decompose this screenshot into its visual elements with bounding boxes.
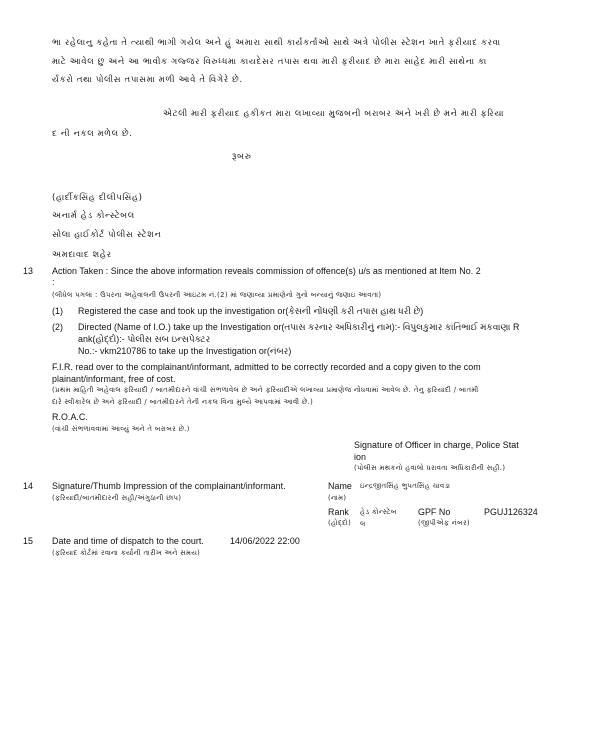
directed-io-rank: ank(હોદ્દો):- પોલીસ સબ ઇન્સપેક્ટર [78, 334, 211, 344]
roac-text: R.O.A.C. [52, 412, 88, 422]
officer-city: અમદાવાદ શહેર [52, 250, 112, 260]
name-value: ઇન્દ્રજીતસિંહ ભુપતસિંહ ચાવડા [360, 482, 451, 490]
officer-post: અનાર્મ હેડ કોન્સ્ટેબલ [52, 211, 135, 221]
intro-line: માટે આવેલ છુ અને આ ભાવીક ગજ્જર વિરુધ્ધમા કાયદેસર તપાસ થવા મારી ફરીયાદ છે મારા સાહેદ મારી સાથેના કા [52, 57, 487, 67]
officer-station: સોલા હાઈકોર્ટ પોલીસ સ્ટેશન [52, 230, 162, 240]
complainant-signature-label: Signature/Thumb Impression of the complainant/informant. [52, 481, 286, 491]
officer-name: (હાર્દીકસિંહ દીલીપસિંહ) [52, 193, 143, 203]
rank-value: હેડ કોન્સ્ટેબ [360, 508, 397, 516]
fir-guj-text: દારે સ્વીકારેલ છે અને ફરિયાદી / બાતમીદારને તેની નકલ વિના મુલ્યે આપવામાં આવી છે.) [52, 398, 314, 406]
dispatch-guj: (ફરિયાદ કોર્ટમાં રવાના કર્યાની તારીખ અને સમય) [52, 549, 201, 557]
fir-text: F.I.R. read over to the complainant/informant, admitted to be correctly recorded and a copy given to the com [52, 362, 481, 372]
item-number: 15 [23, 536, 33, 546]
rubaru-text: રૂબરુ [232, 152, 252, 162]
roac-guj-text: (વાંચી સંભળાવવામાં આવ્યું અને તે બરાબર છે.) [52, 425, 190, 433]
gpf-label-guj: (જીપીએફ નંબર) [418, 519, 470, 527]
gpf-value: PGUJ126324 [484, 507, 538, 517]
name-label-guj: (નામ) [328, 494, 347, 502]
subitem-number: (1) [52, 306, 63, 316]
action-taken-colon: : [52, 277, 55, 287]
action-taken-guj: (લીધેલ પગલાં : ઉપરના અહેવાલની ઉપરની આઇટમ નં.(2) માં જણાવ્યા પ્રમાણેનો ગુનો બન્યાનું જણાઇ આવતા) [52, 291, 382, 299]
rank-value: લ [360, 520, 366, 528]
intro-line: ર્યકરો તથા પોલીસ તપાસમા મળી આવે તે વિગેરે છે. [52, 75, 243, 85]
directed-io-text: Directed (Name of I.O.) take up the Investigation or(તપાસ કરનાર અધિકારીનું નામ):- વિપુલકુમાર કાંતિભાઈ મકવાણા R [78, 322, 520, 332]
intro-line: એટલી મારી ફરીયાદ હકીકત મારા લખાવ્યા મુજબની બરાબર અને ખરી છે મને મારી ફરિયા [163, 109, 505, 119]
officer-signature-caption: ion [354, 452, 366, 462]
item-number: 13 [23, 266, 33, 276]
fir-guj-text: (પ્રથમ માહિતી અહેવાલ ફરિયાદી / બાતમીદારને વાંચી સંભળાવેલ છે અને ફરિયાદીએ લખાવ્યા પ્રમાણેજ નોંધવામાં આવેલ છે. તેનુ ફરિયાદી / બાતમી [52, 386, 479, 394]
officer-signature-caption: Signature of Officer in charge, Police Stat [354, 440, 519, 450]
gpf-label: GPF No [418, 507, 451, 517]
action-taken-text: Action Taken : Since the above information reveals commission of offence(s) u/s as mentioned at Item No. 2 [52, 266, 481, 276]
registered-case-text: Registered the case and took up the investigation or(કેસની નોંધણી કરી તપાસ હાથ ધરી છે) [78, 306, 424, 316]
dispatch-datetime: 14/06/2022 22:00 [230, 536, 300, 546]
intro-line: દ ની નકલ મળેલ છે. [52, 129, 133, 139]
item-number: 14 [23, 481, 33, 491]
fir-text: plainant/informant, free of cost. [52, 374, 176, 384]
intro-line: ભા રહેલાનુ કહેતા તે ત્યાથી ભાગી ગયેલ અને હું અમારા સાથી કાર્યકર્તાઓ સાથે અત્રે પોલીસ સ્ટેશન ખાતે ફરીયાદ કરવા [52, 38, 501, 48]
directed-io-number: No.:- vkm210786 to take up the Investigation or(નંબર) [78, 346, 292, 356]
officer-signature-guj: (પોલીસ મથકનો હવાલો ધરાવતા અધિકારીની સહી.) [354, 464, 506, 472]
complainant-signature-guj: (ફરિયાદી/બાતમીદારની સહી/અંગુઠાની છાપ) [52, 494, 182, 502]
name-label: Name [328, 481, 352, 491]
dispatch-label: Date and time of dispatch to the court. [52, 536, 204, 546]
subitem-number: (2) [52, 322, 63, 332]
rank-label-guj: (હોદ્દો) [328, 519, 352, 527]
rank-label: Rank [328, 507, 349, 517]
